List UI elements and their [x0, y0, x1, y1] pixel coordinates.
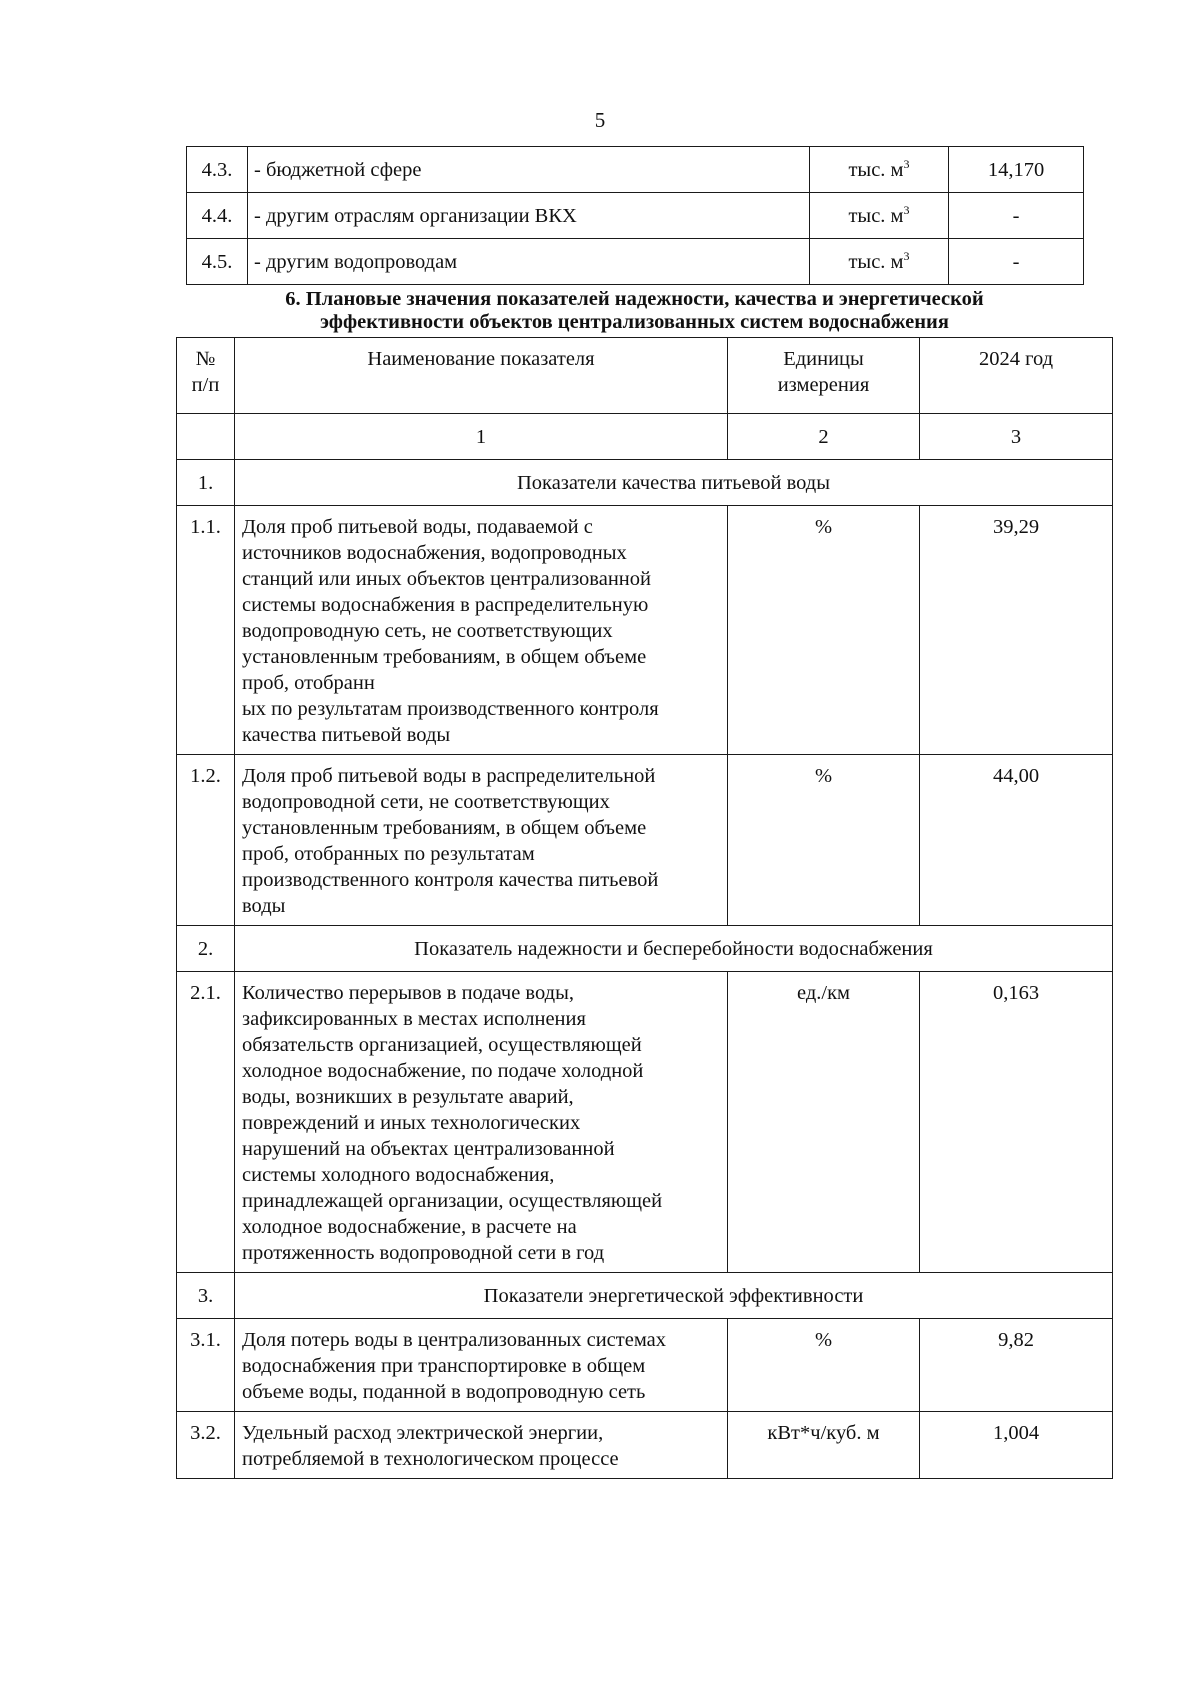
indicator-row	[177, 506, 1113, 755]
supply-row-unit-superscript: 3	[903, 202, 910, 217]
supply-row-unit-superscript: 3	[903, 248, 910, 263]
supply-row	[187, 193, 1084, 239]
supply-row-value: -	[949, 239, 1084, 285]
indicator-description-line: водопроводную сеть, не соответствующих	[242, 620, 613, 642]
indicator-num: 3.1.	[177, 1319, 235, 1412]
indicator-value: 44,00	[920, 755, 1113, 926]
supply-row-unit-superscript: 3	[903, 156, 910, 171]
indicator-unit: %	[728, 1319, 920, 1412]
supply-row-name: - другим водопроводам	[248, 239, 810, 285]
supply-row-unit	[810, 193, 949, 239]
indicator-description-line: ых по результатам производственного контроля	[242, 698, 659, 720]
supply-row-name: - другим отраслям организации ВКХ	[248, 193, 810, 239]
indicator-description-line: обязательств организацией, осуществляющей	[242, 1034, 642, 1056]
supply-row-num: 4.5.	[187, 239, 248, 285]
column-number-3: 3	[920, 414, 1113, 460]
indicator-description	[235, 506, 728, 755]
indicator-description-line: зафиксированных в местах исполнения	[242, 1008, 586, 1030]
indicator-num: 1.2.	[177, 755, 235, 926]
section-heading-line-2: эффективности объектов централизованных систем водоснабжения	[320, 311, 949, 333]
indicator-description-line: водопроводной сети, не соответствующих	[242, 791, 610, 813]
indicator-description	[235, 972, 728, 1273]
header-unit	[728, 338, 920, 414]
indicator-description-line: водоснабжения при транспортировке в общем	[242, 1355, 646, 1377]
supply-row-value: -	[949, 193, 1084, 239]
header-unit-line-1: Единицы	[783, 348, 864, 370]
group-row	[177, 1273, 1113, 1319]
header-num-line-2: п/п	[191, 374, 220, 396]
indicator-description-line: холодное водоснабжение, в расчете на	[242, 1216, 577, 1238]
supply-row-unit	[810, 239, 949, 285]
indicator-unit: %	[728, 506, 920, 755]
indicator-value: 39,29	[920, 506, 1113, 755]
indicator-description-line: Доля проб питьевой воды в распределительной	[242, 765, 656, 787]
group-num: 2.	[177, 926, 235, 972]
supply-row	[187, 239, 1084, 285]
group-row	[177, 460, 1113, 506]
indicator-num: 1.1.	[177, 506, 235, 755]
indicator-description-line: системы холодного водоснабжения,	[242, 1164, 555, 1186]
indicator-description-line: установленным требованиям, в общем объеме	[242, 646, 647, 668]
group-title: Показатели энергетической эффективности	[235, 1273, 1113, 1319]
indicator-description-line: принадлежащей организации, осуществляющей	[242, 1190, 663, 1212]
indicator-num: 3.2.	[177, 1412, 235, 1479]
header-unit-line-2: измерения	[777, 374, 870, 396]
indicator-description-line: установленным требованиям, в общем объеме	[242, 817, 647, 839]
indicator-description-line: производственного контроля качества питьевой	[242, 869, 659, 891]
indicator-description-line: повреждений и иных технологических	[242, 1112, 581, 1134]
indicator-description-line: проб, отобранных по результатам	[242, 843, 535, 865]
indicator-description	[235, 1412, 728, 1479]
supply-row-unit	[810, 147, 949, 193]
supply-row-num: 4.4.	[187, 193, 248, 239]
indicator-description-line: протяженность водопроводной сети в год	[242, 1242, 605, 1264]
group-title: Показатели качества питьевой воды	[235, 460, 1113, 506]
indicator-description-line: системы водоснабжения в распределительную	[242, 594, 649, 616]
header-name: Наименование показателя	[235, 338, 728, 414]
supply-table-continuation	[186, 146, 1084, 285]
indicator-description	[235, 755, 728, 926]
indicator-row	[177, 972, 1113, 1273]
indicator-num: 2.1.	[177, 972, 235, 1273]
page-number: 5	[594, 108, 606, 132]
indicator-row	[177, 755, 1113, 926]
section-heading	[186, 288, 1083, 334]
column-number-1: 1	[235, 414, 728, 460]
supply-row-value: 14,170	[949, 147, 1084, 193]
indicator-description-line: станций или иных объектов централизованной	[242, 568, 651, 590]
supply-row-unit-text: тыс. м	[848, 204, 904, 227]
indicator-description-line: проб, отобранн	[242, 672, 375, 694]
indicator-unit: ед./км	[728, 972, 920, 1273]
indicator-description-line: воды	[242, 895, 286, 917]
indicator-description-line: воды, возникших в результате аварий,	[242, 1086, 574, 1108]
indicator-description-line: качества питьевой воды	[242, 724, 451, 746]
indicator-description-line: холодное водоснабжение, по подаче холодной	[242, 1060, 644, 1082]
indicator-description	[235, 1319, 728, 1412]
indicator-description-line: Доля проб питьевой воды, подаваемой с	[242, 516, 593, 538]
indicator-unit: %	[728, 755, 920, 926]
supply-row-name: - бюджетной сфере	[248, 147, 810, 193]
header-year: 2024 год	[920, 338, 1113, 414]
header-num-line-1: №	[195, 348, 216, 370]
header-num	[177, 338, 235, 414]
indicator-value: 9,82	[920, 1319, 1113, 1412]
indicator-value: 0,163	[920, 972, 1113, 1273]
indicator-row	[177, 1319, 1113, 1412]
group-num: 1.	[177, 460, 235, 506]
supply-row-unit-text: тыс. м	[848, 158, 904, 181]
indicator-unit: кВт*ч/куб. м	[728, 1412, 920, 1479]
indicators-table	[176, 337, 1113, 1479]
indicator-description-line: объеме воды, поданной в водопроводную сеть	[242, 1381, 646, 1403]
supply-row-num: 4.3.	[187, 147, 248, 193]
indicator-description-line: Доля потерь воды в централизованных системах	[242, 1329, 667, 1351]
column-number-2: 2	[728, 414, 920, 460]
indicator-row	[177, 1412, 1113, 1479]
supply-row	[187, 147, 1084, 193]
group-title: Показатель надежности и бесперебойности водоснабжения	[235, 926, 1113, 972]
indicator-description-line: нарушений на объектах централизованной	[242, 1138, 615, 1160]
column-number-empty	[177, 414, 235, 460]
header-row	[177, 338, 1113, 414]
indicator-value: 1,004	[920, 1412, 1113, 1479]
indicator-description-line: Удельный расход электрической энергии,	[242, 1422, 604, 1444]
group-row	[177, 926, 1113, 972]
supply-row-unit-text: тыс. м	[848, 250, 904, 273]
column-numbers-row	[177, 414, 1113, 460]
indicator-description-line: потребляемой в технологическом процессе	[242, 1448, 619, 1470]
indicator-description-line: источников водоснабжения, водопроводных	[242, 542, 627, 564]
group-num: 3.	[177, 1273, 235, 1319]
indicator-description-line: Количество перерывов в подаче воды,	[242, 982, 574, 1004]
section-heading-line-1: 6. Плановые значения показателей надежности, качества и энергетической	[285, 288, 984, 310]
